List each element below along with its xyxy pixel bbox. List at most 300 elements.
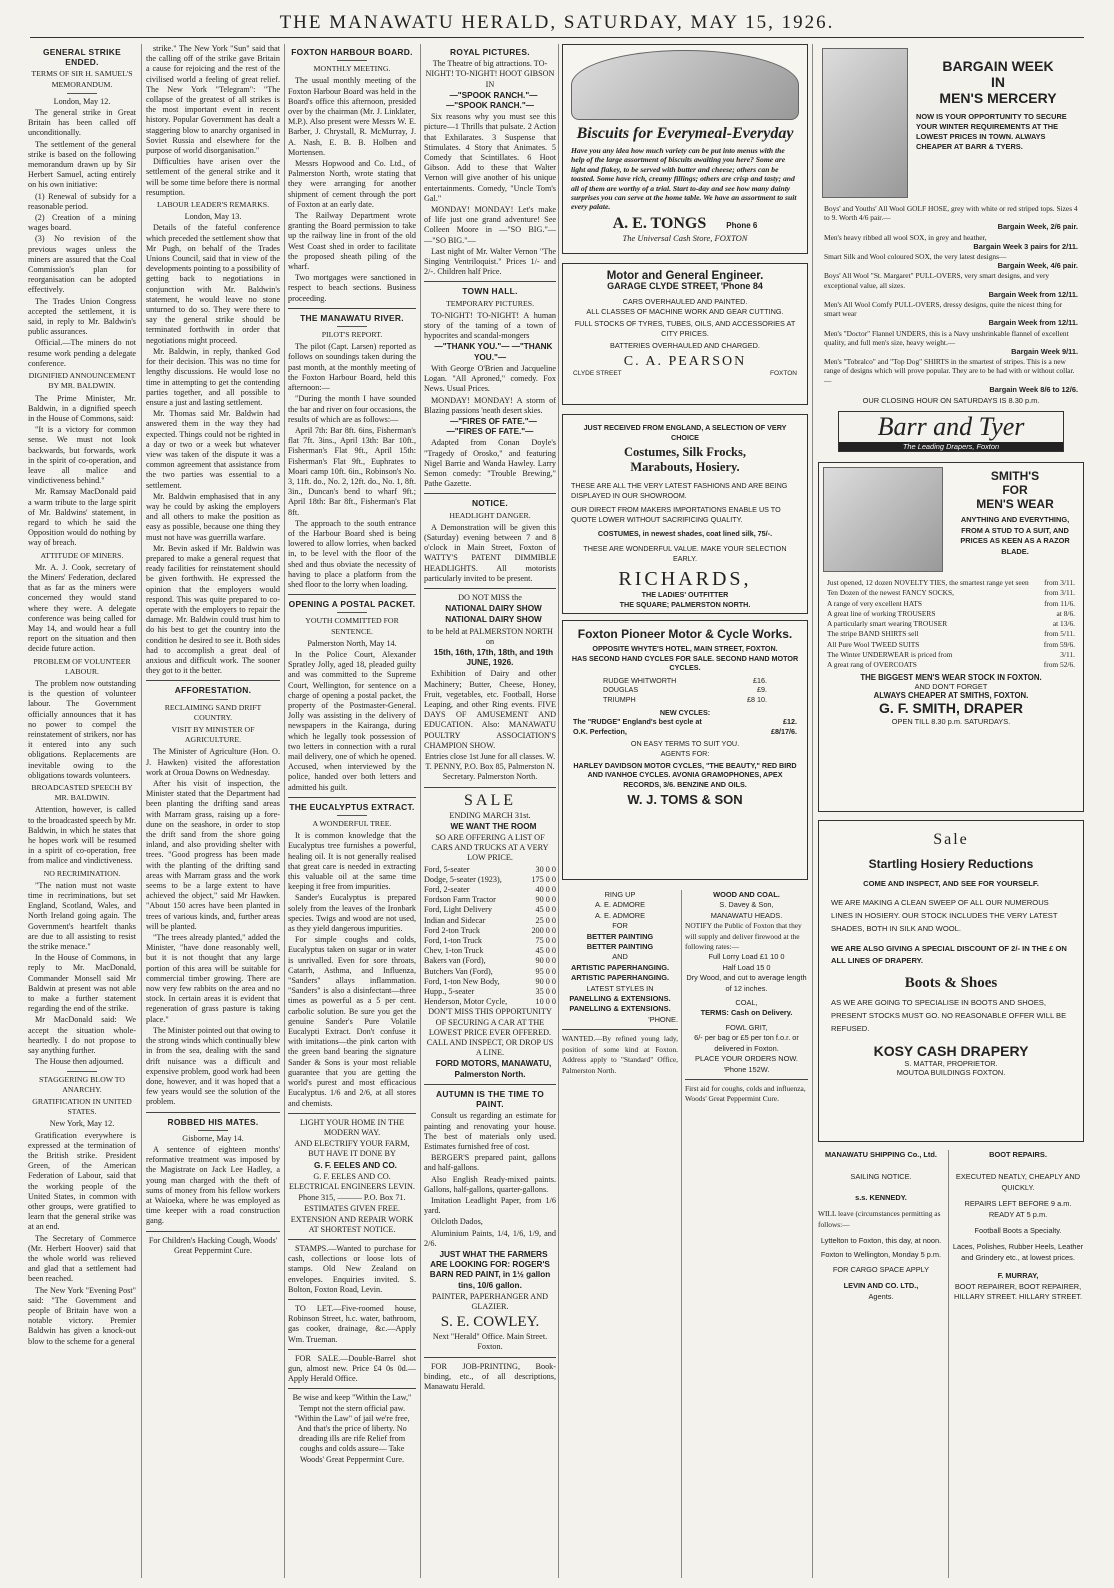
subheadline: YOUTH COMMITTED FOR SENTENCE. (305, 616, 399, 636)
item-price: £16. (753, 675, 767, 685)
item-price: at 8/6. (1056, 608, 1075, 618)
item-price: 30 0 0 (535, 864, 556, 874)
classified: WANTED.—By refined young lady, position of some kind at Foxton. Address apply to "Standard" Office, Palmerston North. (562, 1034, 678, 1075)
classified: TO LET.—Five-roomed house, Robinson Street, h.c. water, bathroom, gas cooker, drainage, &c.—Apply Wm. Trueman. (288, 1303, 416, 1344)
ad-body: AS WE ARE GOING TO SPECIALISE IN BOOTS AND SHOES, PRESENT STOCKS MUST GO. NO REASONABLE OFFER WILL BE REFUSED. (831, 998, 1067, 1033)
smith-list (827, 578, 1075, 671)
proprietor: S. MATTAR, PROPRIETOR. (904, 1059, 998, 1068)
item-price: 3/11. (1060, 650, 1075, 660)
item-price: 10 0 0 (535, 997, 556, 1007)
classified: FOR JOB-PRINTING, Book-binding, etc., of all descriptions, Manawatu Herald. (424, 1361, 556, 1391)
item-desc: Smart Silk and Wool coloured SOX, the very latest designs— (824, 252, 1007, 262)
ad-text: SO ARE OFFERING A LIST OF CARS AND TRUCKS AT A VERY LOW PRICE. (431, 833, 549, 863)
phone: Phone 6 (726, 220, 758, 230)
dateline: London, May 12. (53, 96, 111, 106)
ad-line: Agents. (868, 1291, 894, 1301)
list-item (827, 588, 1075, 598)
paragraph: "It is a victory for common sense. We must not look backwards, but forwards, work in the spirit of co-operation, and leave all malice and vindictiveness behind." (28, 425, 136, 486)
ad-line: HILLARY STREET. HILLARY STREET. (953, 1292, 1083, 1302)
item-price: 35 0 0 (535, 987, 556, 997)
list-item (424, 865, 556, 875)
richards-ad (562, 414, 808, 614)
paragraph: Sander's Eucalyptus is prepared solely from the leaves of the Ironbark species. Twigs and wood are not used, as they yield dangerous impurities. (288, 893, 416, 934)
ad-line: PANELLING & EXTENSIONS. (569, 1004, 671, 1014)
item-price: Bargain Week 8/6 to 12/6. (989, 384, 1078, 394)
address: MOUTOA BUILDINGS FOXTON. (896, 1068, 1006, 1077)
barr-tyer-logo: Barr and Tyer (877, 412, 1025, 442)
ad-line: The "RUDGE" England's best cycle at (573, 717, 702, 727)
ad-line: THESE ARE WONDERFUL VALUE. MAKE YOUR SELECTION EARLY. (583, 544, 787, 563)
item-desc: Butchers Van (Ford), (424, 966, 493, 976)
masthead: THE MANAWATU HERALD, SATURDAY, MAY 15, 1926. (30, 8, 1084, 38)
item-price: from 52/6. (1043, 660, 1075, 670)
film-title: —"THANK YOU."— —"THANK YOU."— (434, 342, 553, 362)
ad-name: RICHARDS, (618, 568, 752, 590)
paragraph: "The trees already planted," added the Minister, "have done reasonably well, but it is not thought that any large portion of this area will be suitable for commercial timber growing. There are now very few rabbits on the area and no stock. In certain areas it is evident that regeneration of grass pasture is taking place." (146, 933, 280, 1024)
ad-line: ALL CLASSES OF MACHINE WORK AND GEAR CUTTING. (586, 307, 784, 316)
headline: AFFORESTATION. (174, 685, 252, 696)
item-desc: Henderson, Motor Cycle, (424, 997, 508, 1007)
paragraph: MONDAY! MONDAY! A storm of Blazing passions 'neath desert skies. (424, 395, 556, 415)
ad-line: OPPOSITE WHYTE'S HOTEL, MAIN STREET, FOXTON. (592, 644, 778, 653)
ad-name: S. Davey & Son, (719, 900, 774, 910)
list-item (424, 977, 556, 987)
paragraph: Messrs Hopwood and Co. Ltd., of Palmerston North, wrote stating that they were arranging for another shipment of cement through the port of Foxton at an early date. (288, 159, 416, 209)
address: FOXTON (770, 370, 797, 377)
sale-title: Sale (933, 831, 969, 848)
item-desc: A great line of working TROUSERS (827, 608, 936, 618)
ad-name: S. E. COWLEY. (440, 1314, 540, 1331)
subheadline: TEMPORARY PICTURES. (445, 298, 535, 308)
ad-line: Lyttelton to Foxton, this day, at noon. (820, 1236, 942, 1246)
paragraph: The Secretary of Commerce (Mr. Herbert Hoover) said that the whole world was relieved and glad that a settlement had been reached. (28, 1233, 136, 1284)
kosy-drapery-ad (818, 820, 1084, 1142)
dateline: London, May 13. (184, 212, 242, 222)
paragraph: Mr. Ramsay MacDonald paid a warm tribute to the large spirit of Mr. Baldwins' statement, in regard to which he said the Opposition would do nothing by way of breach. (28, 487, 136, 548)
car-list (424, 865, 556, 1008)
ad-line: COSTUMES, in newest shades, coat lined silk, 75/-. (597, 529, 773, 538)
item-desc: Boys' All Wool "St. Margaret" PULL-OVERS, very smart designs, and very exceptional value, all sizes. (824, 271, 1050, 290)
ad-line: REPAIRS LEFT BEFORE 9 a.m. READY AT 5 p.m. (964, 1199, 1072, 1219)
ad-text: Next "Herald" Office. Main Street. Foxton. (432, 1332, 548, 1352)
dateline: Gisborne, May 14. (182, 1133, 244, 1143)
paragraph: (2) Creation of a mining wages board. (28, 213, 136, 233)
item-desc: All Pure Wool TWEED SUITS (827, 639, 920, 649)
paragraph: Imitation Leadlight Paper, from 1/6 yard. (424, 1195, 556, 1216)
ad-body: NOTIFY the Public of Foxton that they will supply and deliver firewood at the following rates:— (685, 921, 802, 952)
bargain-week-ad (818, 44, 1084, 454)
headline: ROBBED HIS MATES. (167, 1116, 259, 1127)
list-item (824, 204, 1078, 232)
item-price: Bargain Week, 2/6 pair. (997, 222, 1078, 232)
ad-line: AND (612, 952, 628, 962)
ad-line: THESE ARE ALL THE VERY LATEST FASHIONS AND ARE BEING DISPLAYED IN OUR SHOWROOM. (571, 481, 788, 500)
ad-name: G. F. SMITH, DRAPER (879, 699, 1023, 716)
paragraph: The Railway Department wrote granting the Board permission to take up the railway line in front of the old West Coast shed in order to facilitate the proposed sheath piling of the wharf. (288, 211, 416, 272)
ad-line: COAL, (735, 998, 758, 1008)
price: £8/17/6. (771, 726, 797, 736)
ad-title: Motor and General Engineer. (606, 270, 764, 282)
ad-title: JUST WHAT THE FARMERS ARE LOOKING FOR: ROGER'S BARN RED PAINT, in 1½ gallon tins, 10/6 gallon. (429, 1249, 551, 1290)
headline: ROYAL PICTURES. (450, 47, 530, 57)
ad-line: ON EASY TERMS TO SUIT YOU. (630, 739, 740, 749)
list-item (824, 252, 1078, 270)
ad-line: FULL STOCKS OF TYRES, TUBES, OILS, AND ACCESSORIES AT CITY PRICES. (574, 319, 796, 338)
item-desc: Ten Dozen of the newest FANCY SOCKS, (827, 588, 954, 598)
ad-body: NOW IS YOUR OPPORTUNITY TO SECURE YOUR WINTER REQUIREMENTS AT THE LOWEST PRICES IN TOWN. ALWAYS CHEAPER AT BARR & TYERS. (916, 112, 1067, 151)
item-desc: RUDGE WHITWORTH (603, 675, 677, 685)
ad-line: AND DON'T FORGET (914, 681, 988, 691)
ad-line: BETTER PAINTING (586, 931, 654, 941)
list-item (827, 650, 1075, 660)
ad-line: JUST RECEIVED FROM ENGLAND, A SELECTION OF VERY CHOICE (583, 423, 787, 442)
column-3 (288, 44, 416, 1578)
item-desc: Chev, 1-ton Truck (424, 946, 484, 956)
paragraph: BERGER'S prepared paint, gallons and half-gallons. (424, 1153, 556, 1173)
paragraph: Aluminium Paints, 1/4, 1/6, 1/9, and 2/6. (424, 1228, 556, 1248)
item-price: 90 0 0 (535, 956, 556, 966)
ad-title: WE WANT THE ROOM (450, 821, 537, 831)
ad-title: Biscuits for Everymeal-Everyday (576, 125, 794, 142)
list-item (827, 660, 1075, 670)
ad-line: ALWAYS CHEAPER AT SMITHS, FOXTON. (873, 690, 1029, 700)
paragraph: Consult us regarding an estimate for painting and renovating your house. The best of materials only used. Estimates furnished free of cost. (424, 1111, 556, 1151)
ad-text: PAINTER, PAPERHANGER AND GLAZIER. (431, 1291, 549, 1311)
ad-title: NATIONAL DAIRY SHOW (445, 615, 542, 625)
ad-name: W. J. TOMS & SON (627, 792, 743, 808)
paragraph: Mr. Bevin asked if Mr. Baldwin was prepared to make a general request that ready facilities for reinstatement should be given forthwith. He expressed the opinion that the employers would respond. This was quite prepared to co-operate with the employers to repair the damage. Mr. Baldwin could trust him to do his best to get the country into the condition he desired to see it. Both sides had to accomplish a great deal of anxious and difficult work. The sooner they got to it the better. (146, 543, 280, 676)
ad-title: BOOT REPAIRS. (989, 1150, 1047, 1159)
rate: Full Lorry Load £1 10 0 (708, 952, 785, 962)
bargain-list (824, 204, 1078, 394)
item-price: 90 0 0 (535, 976, 556, 986)
ad-dates: 15th, 16th, 17th, 18th, and 19th JUNE, 1926. (433, 647, 554, 668)
paragraph: Difficulties have arisen over the settlement of the general strike and it will be some time before there is normal resumption. (146, 157, 280, 197)
list-item (424, 885, 556, 895)
ad-title: WOOD AND COAL. (713, 890, 780, 899)
rate: Half Load 15 0 (722, 962, 771, 972)
item-price: 40 0 0 (535, 885, 556, 895)
ad-subtitle: THE LADIES' OUTFITTER (641, 590, 729, 599)
classified: FOR SALE.—Double-Barrel shot gun, almost new. Price £4 0s 0d.—Apply Herald Office. (288, 1353, 416, 1384)
item-desc: Boys' and Youths' All Wool GOLF HOSE, grey with white or red striped tops. Sizes 4 to 9. Worth 4/6 pair.— (824, 204, 1078, 223)
item-price: 200 0 0 (531, 925, 556, 935)
paragraph: The Trades Union Congress accepted the settlement, it is said, in reply to Mr. Baldwin's public assurances. (28, 296, 136, 337)
paragraph: A sentence of eighteen months' reformative treatment was imposed by the Magistrate on Jack Lee Hadley, a young man charged with the theft of sums of money from his fellow workers at Waioeka, where he was employed as time keeper with a road construction gang. (146, 1144, 280, 1226)
item-desc: TRIUMPH (603, 694, 636, 704)
ad-title: MANAWATU SHIPPING Co., Ltd. (825, 1150, 937, 1159)
paragraph: Last night of Mr. Walter Vernon "The Singing Ventriloquist." Prices 1/- and 2/-. Children half Price. (424, 246, 556, 277)
headline: GENERAL STRIKE ENDED. (42, 47, 122, 68)
headline: FOXTON HARBOUR BOARD. (291, 47, 413, 57)
ad-line: HARLEY DAVIDSON MOTOR CYCLES, "THE BEAUTY," RED BIRD AND IVANHOE CYCLES. AVONIA GRAMOPHONES, APEX RECORDS, 3/6. BENZINE AND OILS. (573, 760, 797, 789)
ad-line: A. E. ADMORE (594, 910, 646, 920)
item-price: Bargain Week from 12/11. (988, 318, 1078, 328)
ad-line: FOR (612, 921, 628, 931)
subheadline: A WONDERFUL TREE. (312, 819, 392, 829)
list-item (824, 300, 1078, 328)
dateline: Palmerston North, May 14. (307, 638, 397, 648)
list-item (603, 676, 767, 686)
list-item (424, 926, 556, 936)
item-desc: DOUGLAS (603, 685, 639, 695)
ad-body: Have you any idea how much variety can be put into menus with the help of the large assortment of biscuits awaiting you here? Some are light and flakey, to be served with butter and cheese; others can be toasted. Some have rich, creamy fillings; others are crisp and tasty; and all of them are worthy of a trial. Start to-day and see how many dainty surprises you can serve at the home table. We have an assortment to suit every palate. (571, 146, 797, 212)
list-item (424, 946, 556, 956)
ad-line: CARS OVERHAULED AND PAINTED. (622, 297, 748, 306)
cycle-list (563, 676, 807, 705)
film-title: —"SPOOK RANCH."— —"SPOOK RANCH."— (446, 90, 538, 111)
item-price: £8 10. (747, 694, 767, 704)
item-desc: Hupp., 5-seater (424, 987, 475, 997)
paragraph: The New York "Evening Post" said: "The Government and people of Britain have won a notable victory. Premier Baldwin has given a knock-out blow to the scheme for a general (28, 1285, 136, 1346)
paragraph: Mr. Baldwin, in reply, thanked God for their decision. This was no time for lengthy discussions. He would lose no time in attempting to get the contending parties together, and all possible to ensure a just and lasting settlement. (146, 346, 280, 407)
item-price: Bargain Week from 12/11. (988, 289, 1078, 299)
ad-body: WE ARE MAKING A CLEAN SWEEP OF ALL OUR NUMEROUS LINES IN HOSIERY. OUR STOCK INCLUDES THE VERY LATEST SHADES, BOTH IN SILK AND WOOL. (831, 898, 1058, 933)
ad-title: SMITH'S (990, 469, 1040, 483)
item-desc: Ford, 1-ton Truck (424, 936, 483, 946)
ad-line: AGENTS FOR: (660, 748, 710, 758)
ad-name: LEVIN AND CO. LTD., (843, 1281, 919, 1291)
closing-hours: OUR CLOSING HOUR ON SATURDAYS IS 8.30 p.m. (862, 396, 1040, 406)
ad-line: PANELLING & EXTENSIONS. (569, 994, 671, 1004)
paragraph: "The nation must not waste time in recriminations, but set England, Scotland, Wales, and North Ireland going again. The Government's heartfelt thanks are due to all assisting to resist the strike menace." (28, 880, 136, 952)
film-title: —"FIRES OF FATE."— —"FIRES OF FATE."— (446, 416, 537, 437)
ad-line: 'PHONE. (648, 1014, 678, 1024)
paragraph: The House then adjourned. (35, 1057, 124, 1067)
ad-line: PLACE YOUR ORDERS NOW. (695, 1054, 798, 1064)
item-desc: Ford, Light Delivery (424, 905, 492, 915)
item-price: 90 0 0 (535, 895, 556, 905)
paragraph: It is common knowledge that the Eucalyptus tree furnishes a powerful, healing oil. It is not generally realised that great care is needed in extracting this valuable oil at the same time keeping it free from impurities. (288, 831, 416, 892)
item-desc: A great rang of OVERCOATS (827, 660, 917, 670)
paragraph: strike." The New York "Sun" said that the calling off of the strike gave Britain a cause for rejoicing and the rest of the civilised world a feeling of great relief. The New York "Telegram": "The collapse of the greatest of all strikes is the most important event in recent history. Popular Government has dealt a staggering blow to anarchy organised in Soviet Russia and elsewhere for the purpose of world disorganisation." (146, 44, 280, 156)
store-name: A. E. TONGS (612, 214, 707, 232)
paragraph: The settlement of the general strike is based on the following memorandum drawn up by Sir Herbert Samuel, acting entirely on his own initiative: (28, 139, 136, 190)
ad-line: BOOT REPAIRER, BOOT REPAIRER, (954, 1281, 1082, 1291)
boot-repairs-ad (952, 1150, 1084, 1580)
ad-text: ENDING MARCH 31st. (449, 810, 531, 820)
paragraph: With George O'Brien and Jacqueline Logan. "All Aproned," comedy. Fox News. Usual Prices. (424, 363, 556, 394)
paragraph: The problem now outstanding is the question of volunteer labour. The Government officially announces that it has no power to compel the reinstatement of strikers, nor has it entered into any such obligations. Replacements are inevitable owing to the obligations towards volunteers. (28, 678, 136, 780)
item-price: Bargain Week, 4/6 pair. (997, 261, 1078, 271)
hours: OPEN TILL 8.30 p.m. SATURDAYS. (891, 716, 1011, 726)
headline: TOWN HALL. (462, 286, 518, 297)
list-item (424, 905, 556, 915)
subheadline: PILOT'S REPORT. (321, 330, 383, 340)
column-2 (146, 44, 280, 1578)
paragraph: Adapted from Conan Doyle's "Tragedy of Orosko," and featuring Nigel Barrie and Wanda Hawley. Larry Semon comedy: "Trouble Brewing," Pathe Gazette. (424, 438, 556, 489)
item-desc: The Winter UNDERWEAR is priced from (827, 650, 953, 660)
list-item (824, 357, 1078, 394)
ad-line: SAILING NOTICE. (850, 1172, 912, 1182)
item-price: at 13/6. (1052, 619, 1075, 629)
item-price: from 5/11. (1044, 629, 1075, 639)
item-desc: Ford 2-ton Truck (424, 925, 480, 935)
motor-engineer-ad (562, 263, 808, 405)
list-item (424, 895, 556, 905)
ad-line: ARTISTIC PAPERHANGING. (571, 962, 669, 972)
ad-text: For Children's Hacking Cough, Woods' Great Peppermint Cure. (148, 1235, 278, 1255)
subheadline: BROADCASTED SPEECH BY MR. BALDWIN. (31, 783, 133, 803)
list-item (424, 956, 556, 966)
item-desc: Just opened, 12 dozen NOVELTY TIES, the smartest range yet seen (827, 578, 1029, 587)
ad-line: THE BIGGEST MEN'S WEAR STOCK IN FOXTON. (860, 672, 1042, 682)
paragraph: The Prime Minister, Mr. Baldwin, in a dignified speech in the House of Commons, said: (28, 393, 136, 423)
wood-coal-ad (685, 890, 808, 1580)
pioneer-motor-ad (562, 620, 808, 880)
list-item (827, 619, 1075, 629)
paragraph: Mr. A. J. Cook, secretary of the Miners' Federation, declared that as far as the miners were concerned they would stand where they were. A delegate conference was being called for May 14, and would hear a full report on the situation and then decide future action. (28, 562, 136, 654)
ad-line: NEW CYCLES: (659, 707, 711, 717)
paragraph: Oilcloth Dados, (431, 1217, 483, 1227)
ad-line: TERMS: Cash on Delivery. (700, 1008, 793, 1018)
paragraph: "During the month I have sounded the bar and river on four occasions, the results of which are as follows:— (288, 394, 416, 424)
list-item (424, 967, 556, 977)
headline: NOTICE. (471, 498, 509, 509)
ad-line: BATTERIES OVERHAULED AND CHARGED. (610, 341, 760, 350)
subheadline: RECLAIMING SAND DRIFT COUNTRY. (164, 702, 262, 722)
ad-name: F. MURRAY, (997, 1271, 1039, 1281)
subheadline: MONTHLY MEETING. (313, 64, 391, 74)
paragraph: The Minister of Agriculture (Hon. O. J. Hawken) visited the afforestation work at Oroua Downs on Wednesday. (146, 747, 280, 777)
item-desc: Bakers van (Ford), (424, 956, 486, 966)
ad-line: O.K. Perfection, (573, 726, 627, 736)
ad-body: WE ARE ALSO GIVING A SPECIAL DISCOUNT OF 2/- IN THE £ ON ALL LINES OF DRAPERY. (831, 944, 1067, 965)
paragraph: Mr MacDonald said: We accept the situation whole-heartedly. I do not propose to say anything further. (28, 1015, 136, 1056)
ad-text: ESTIMATES GIVEN FREE. EXTENSION AND REPAIR WORK AT SHORTEST NOTICE. (290, 1204, 414, 1234)
paragraph: Mr. Baldwin emphasised that in any way he could by asking the employers and all others to make the position as easy as possible, because one thing they must not have was guerrilla warfare. (146, 491, 280, 542)
man-illustration (823, 467, 943, 572)
subheadline: LABOUR LEADER'S REMARKS. (156, 200, 270, 210)
ad-line: A. E. ADMORE (594, 900, 646, 910)
ad-name: G. F. EELES AND CO. (314, 1160, 397, 1170)
item-price: from 59/6. (1043, 639, 1075, 649)
ad-text: LIGHT YOUR HOME IN THE MODERN WAY. (299, 1117, 404, 1137)
column-1 (28, 44, 136, 1578)
logo-tagline: The Leading Drapers, Foxton (839, 442, 1063, 451)
list-item (824, 329, 1078, 357)
ad-line: EXECUTED NEATLY, CHEAPLY AND QUICKLY. (955, 1172, 1081, 1192)
subheadline: ATTITUDE OF MINERS. (40, 550, 124, 560)
classified: STAMPS.—Wanted to purchase for cash, collections or loose lots of stamps. Old New Zealand on envelopes. Enquiries invited. S. Bolton, Foxton Road, Levin. (288, 1243, 416, 1294)
paragraph: TO-NIGHT! TO-NIGHT! A human story of the taming of a town of hypocrites and scandal-mongers (424, 310, 556, 341)
ad-title: Costumes, Silk Frocks, (623, 445, 746, 459)
ad-line: 6/- per bag or £5 per ton f.o.r. or delivered in Foxton. (694, 1033, 799, 1053)
ad-title: Marabouts, Hosiery. (630, 460, 740, 474)
headline: OPENING A POSTAL PACKET. (288, 599, 416, 610)
subheadline: TERMS OF SIR H. SAMUEL'S MEMORANDUM. (31, 69, 133, 89)
item-desc: Men's "Doctor" Flannel UNDERS, this is a Navy unshrinkable flannel of excellent quality, and full men's size, heavy weight.— (824, 328, 1069, 347)
paragraph: The general strike in Great Britain has been called off unconditionally. (28, 108, 136, 138)
paragraph: Mr. Thomas said Mr. Baldwin had answered them in the way they had expected. Things could not be righted in a day or two or a week but whatever view was taken of the dispute it was a common agreement that assistance from the two parties was essential to a settlement. (146, 409, 280, 490)
paragraph: After his visit of inspection, the Minister stated that the Department had been planting the drifting sand areas with Marram grass, raising up a fore-dune on the seashore, in order to stop the drift sand from the shore going inland, and also providing shelter with trees. "Good progress has been made with the planting of the drifting sand areas with Marram grass and the work seems to be a large extent to have achieved the object," said Mr Hawken. "About 150 acres have been planted in trees of various kinds, and, further areas will be planted. (146, 779, 280, 931)
subheadline: HEADLIGHT DANGER. (449, 510, 531, 520)
paragraph: The pilot (Capt. Larsen) reported as follows on soundings taken during the past month, at the monthly meeting of the Foxton Harbour Board, held this afternoon:— (288, 342, 416, 393)
ad-name: FORD MOTORS, MANAWATU, Palmerston North. (435, 1059, 552, 1079)
subheadline: VISIT BY MINISTER OF AGRICULTURE. (171, 725, 255, 745)
item-price: Bargain Week 9/11. (1011, 347, 1078, 357)
ad-title: MEN'S MERCERY (939, 90, 1057, 106)
ad-text: to be held at PALMERSTON NORTH on (427, 626, 553, 646)
item-desc: A particularly smart wearing TROUSER (827, 619, 948, 629)
ad-line: FOWL GRIT, (725, 1022, 768, 1032)
ad-title: IN (991, 74, 1005, 90)
address: CLYDE STREET (573, 370, 622, 377)
item-price: 25 0 0 (535, 915, 556, 925)
paragraph: The approach to the south entrance of the Harbour Board shed is being lowered to allow lorries, when backed in, to be level with the floor of the shed and thus obviate the necessity of having to place a platform from the shed floor to the lorry when loading. (288, 518, 416, 589)
phone: 'Phone 152W. (723, 1064, 770, 1074)
ship-name: s.s. KENNEDY. (855, 1192, 907, 1202)
list-item (424, 916, 556, 926)
ad-title: FOR (1002, 483, 1028, 497)
sale-title: SALE (464, 791, 516, 809)
paragraph: The Minister pointed out that owing to the strong winds which continually blew in from the sea, dealing with the sand drift nuisance was a difficult and expensive problem, good work had been done, however, and it was hoped that a few years would see the solution of the problem. (146, 1025, 280, 1107)
ad-title: Startling Hosiery Reductions (868, 857, 1034, 871)
item-desc: Dodge, 5-seater (1923), (424, 874, 502, 884)
ad-text: DO NOT MISS the (458, 592, 522, 602)
item-desc: Ford, 5-seater (424, 864, 470, 874)
item-price: 175 0 0 (531, 874, 556, 884)
paragraph: Also English Ready-mixed paints. Gallons, half-gallons, quarter-gallons. (424, 1174, 556, 1194)
ad-title: MEN'S WEAR (976, 497, 1054, 511)
item-price: from 3/11. (1044, 578, 1075, 587)
ad-name: C. A. PEARSON (623, 354, 747, 369)
price: £12. (783, 717, 797, 727)
list-item (424, 997, 556, 1007)
ad-body: ANYTHING AND EVERYTHING, FROM A STUD TO A SUIT, AND PRICES AS KEEN AS A RAZOR BLADE. (960, 515, 1070, 556)
list-item (824, 271, 1078, 299)
paragraph: Two mortgages were sanctioned in respect to beach sections. Business proceeding. (288, 273, 416, 303)
classified: First aid for coughs, colds and influenza, Woods' Great Peppermint Cure. (685, 1083, 806, 1104)
subheadline: STAGGERING BLOW TO ANARCHY. (38, 1074, 125, 1094)
ad-name: KOSY CASH DRAPERY (873, 1043, 1029, 1059)
list-item (424, 936, 556, 946)
ad-line: MANAWATU HEADS. (710, 910, 783, 920)
ad-subtitle: GARAGE CLYDE STREET, 'Phone 84 (607, 281, 763, 291)
item-price: from 11/6. (1044, 598, 1075, 608)
item-desc: The stripe BAND SHIRTS sell (827, 629, 919, 639)
ad-title: Foxton Pioneer Motor & Cycle Works. (577, 627, 793, 641)
paragraph: Details of the fateful conference which preceded the settlement show that Mr Pugh, on behalf of the Trades Unions Council, said that in view of the developments pointing to a possibility of getting back to negotiations in conjunction with Mr. Baldwin's statement, he would leave no stone unturned to do so. They were there to say the general strike should be terminated forthwith in order that negotiations might proceed. (146, 223, 280, 345)
ad-line: Foxton to Wellington, Monday 5 p.m. (820, 1250, 942, 1260)
ad-line: COME AND INSPECT, AND SEE FOR YOURSELF. (863, 879, 1039, 888)
ad-line: RING UP (604, 890, 636, 899)
admore-ad (562, 890, 678, 1580)
item-desc: Indian and Sidecar (424, 915, 486, 925)
item-desc: Men's heavy ribbed all wool SOX, in grey and heather, (824, 232, 987, 242)
ad-text: DON'T MISS THIS OPPORTUNITY OF SECURING A CAR AT THE LOWEST PRICE EVER OFFERED. CALL AND INSPECT, OR DROP US A LINE. (426, 1007, 554, 1058)
headline: AUTUMN IS THE TIME TO PAINT. (435, 1088, 545, 1110)
item-desc: Fordson Farm Tractor (424, 895, 496, 905)
item-desc: Ford, 2-seater (424, 885, 470, 895)
paragraph: The usual monthly meeting of the Foxton Harbour Board was held in the Board's office this afternoon, presided over by the chairman (Mr. J. Linklater, M.P.). Also present were Messrs W. E. Barber, J. Chrystall, R. McMurray, J. A. Nash, E. B. B. Holben and Mortensen. (288, 76, 416, 157)
item-desc: Men's "Tobralco" and "Top Dog" SHIRTS in the smartest of stripes. This is a new range of designs which will prove popular. They are to be had with or without collar.— (824, 357, 1075, 385)
ad-title: BARGAIN WEEK (942, 58, 1054, 74)
ad-text: Phone 315, ——— P.O. Box 71. (298, 1193, 406, 1203)
list-item (424, 875, 556, 885)
item-price: £9. (757, 685, 767, 695)
biscuit-plate-illustration (571, 50, 799, 120)
ad-line: LATEST STYLES IN (586, 983, 654, 993)
item-price: 45 0 0 (535, 905, 556, 915)
item-price: 45 0 0 (535, 946, 556, 956)
ad-text: G. F. EELES AND CO. ELECTRICAL ENGINEERS LEVIN. (289, 1171, 415, 1191)
headline: THE MANAWATU RIVER. (300, 312, 404, 323)
ad-line: Laces, Polishes, Rubber Heels, Leather and Grindery etc., at lowest prices. (952, 1242, 1084, 1262)
paragraph: MONDAY! MONDAY! Let's make of life just one grand adventure! See Colleen Moore in —"SO BIG."— —"SO BIG."— (424, 205, 556, 245)
ad-line: FOR CARGO SPACE APPLY (832, 1264, 930, 1274)
ad-text: AND ELECTRIFY YOUR FARM, BUT HAVE IT DONE BY (294, 1139, 410, 1159)
